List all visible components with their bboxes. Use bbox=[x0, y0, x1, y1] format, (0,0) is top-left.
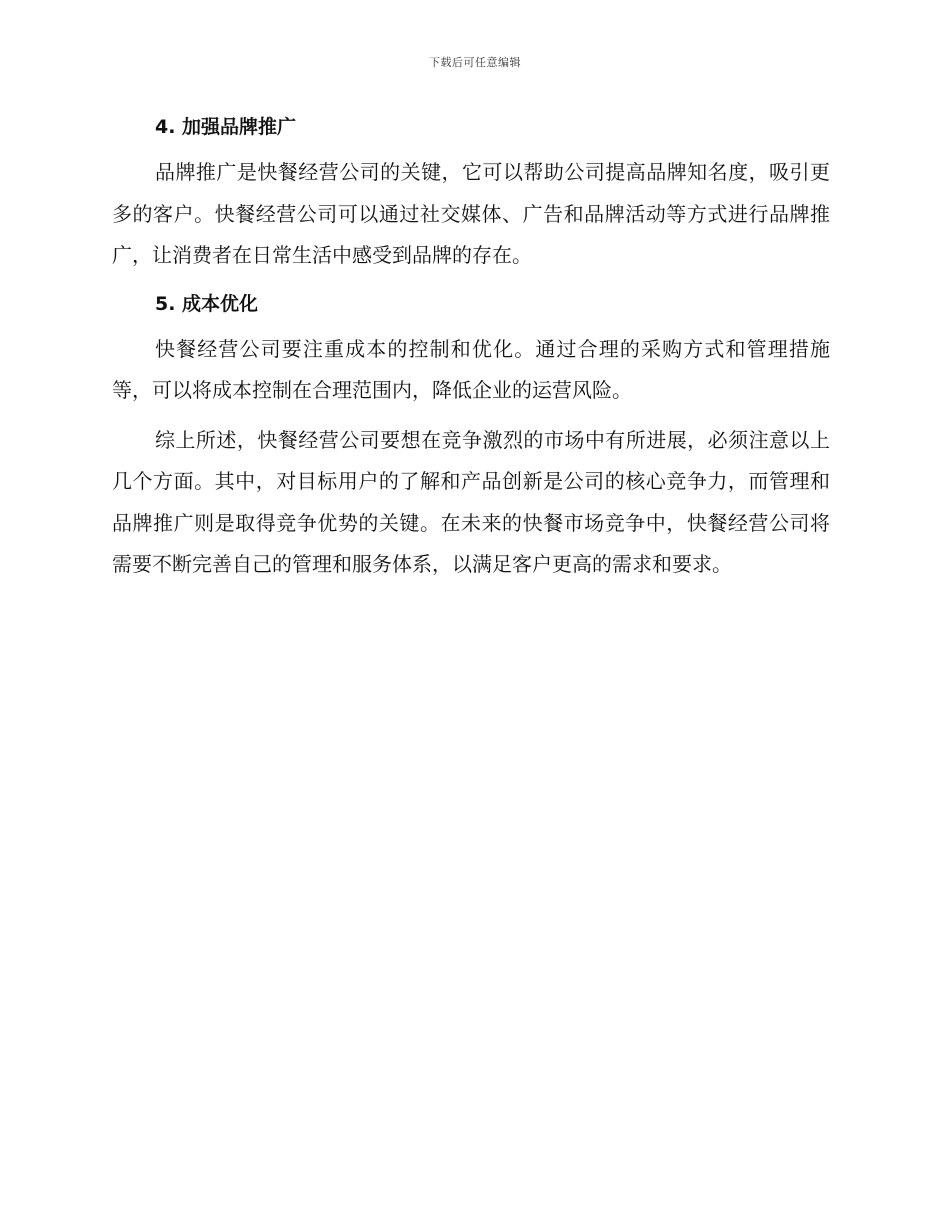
paragraph-conclusion: 综上所述，快餐经营公司要想在竞争激烈的市场中有所进展，必须注意以上几个方面。其中，对目标用户的了解和产品创新是公司的核心竞争力，而管理和品牌推广则是取得竞争优势的关键。在未来的快餐市场竞争中，快餐经营公司将需要不断完善自己的管理和服务体系，以满足客户更高的需求和要求。 bbox=[112, 427, 830, 576]
document-body bbox=[112, 108, 830, 594]
section-heading-brand-promotion: 4. 加强品牌推广 bbox=[155, 116, 297, 138]
section-heading-cost-optimization: 5. 成本优化 bbox=[155, 292, 259, 315]
page-header: 下载后可任意编辑 bbox=[429, 56, 521, 69]
paragraph-cost-optimization: 快餐经营公司要注重成本的控制和优化。通过合理的采购方式和管理措施等，可以将成本控制在合理范围内，降低企业的运营风险。 bbox=[112, 336, 830, 402]
paragraph-brand-promotion: 品牌推广是快餐经营公司的关键，它可以帮助公司提高品牌知名度，吸引更多的客户。快餐经营公司可以通过社交媒体、广告和品牌活动等方式进行品牌推广，让消费者在日常生活中感受到品牌的存在。 bbox=[112, 160, 830, 267]
